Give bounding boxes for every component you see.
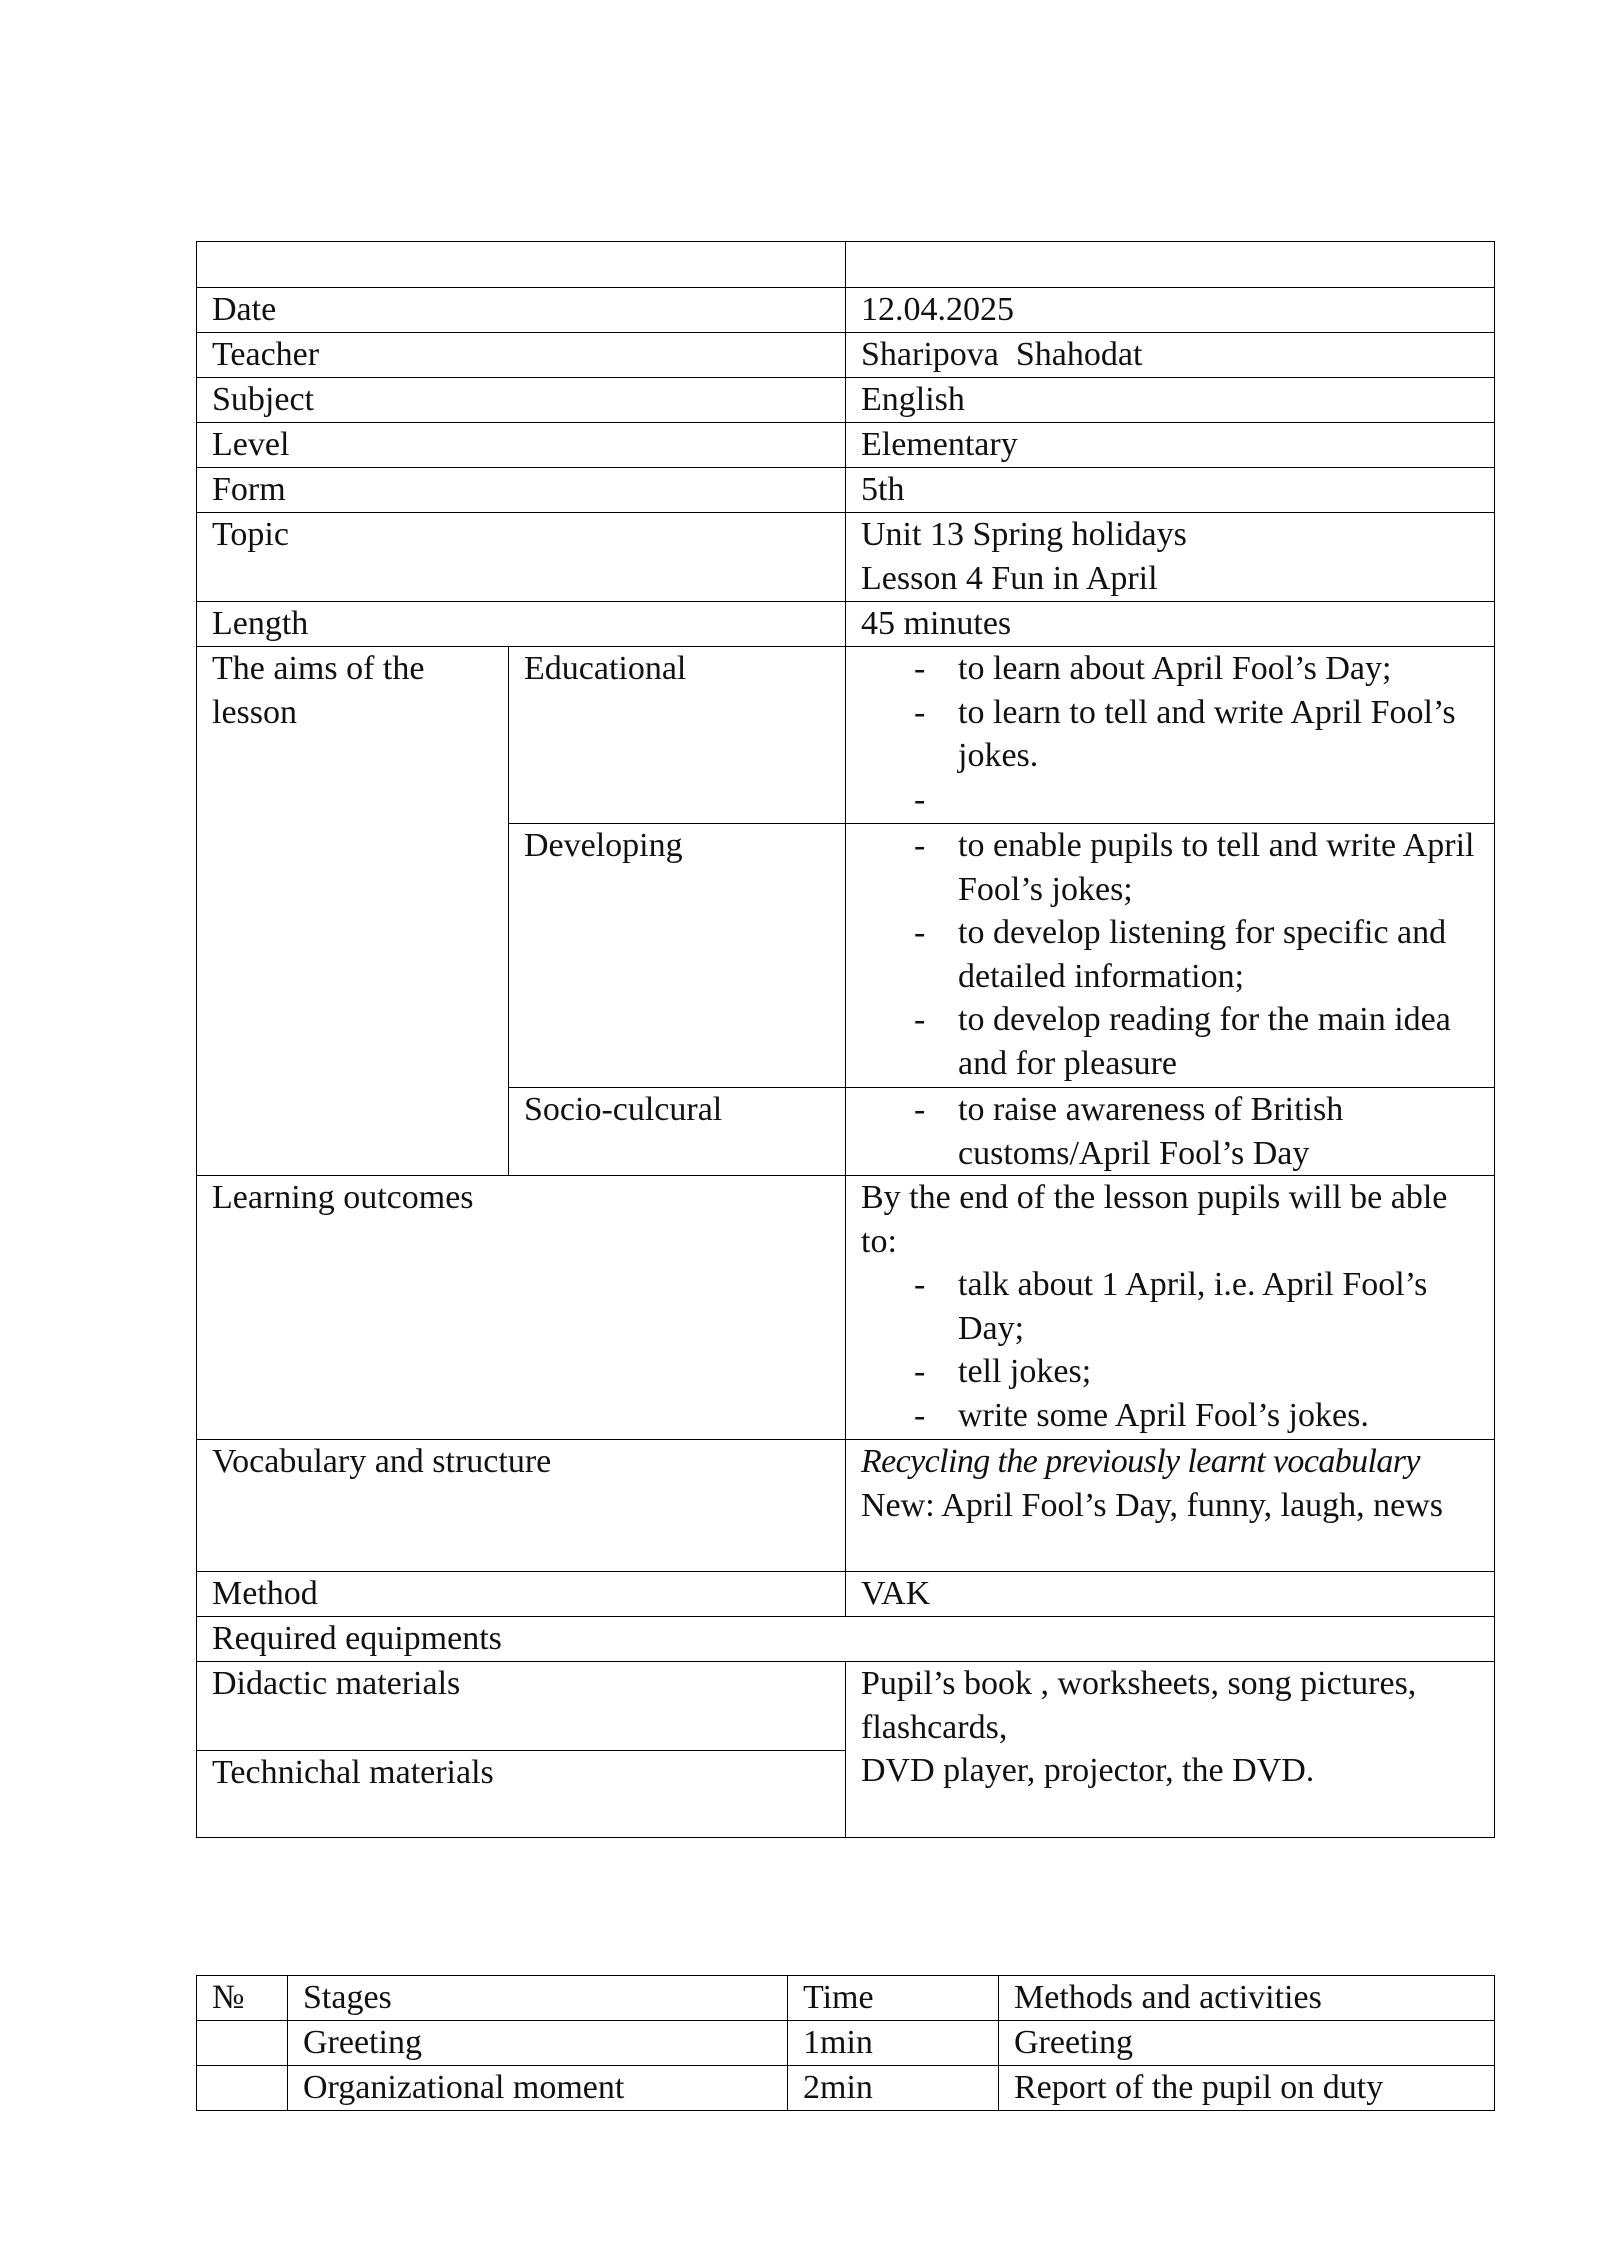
stage-activity: Greeting — [999, 2021, 1495, 2066]
method-row — [197, 1572, 1495, 1617]
vocabulary-label: Vocabulary and structure — [197, 1440, 846, 1572]
stage-number — [197, 2021, 288, 2066]
list-item: - to enable pupils to tell and write April Fool’s jokes; — [861, 824, 1479, 911]
level-label: Level — [197, 423, 846, 468]
equipment-heading-row — [197, 1617, 1495, 1662]
form-row — [197, 468, 1495, 513]
form-value: 5th — [846, 468, 1495, 513]
table-row — [197, 2021, 1495, 2066]
learning-outcomes-intro: By the end of the lesson pupils will be able to: — [861, 1179, 1448, 1260]
level-value: Elementary — [846, 423, 1495, 468]
technical-materials: DVD player, projector, the DVD. — [861, 1752, 1315, 1789]
stages-table — [196, 1975, 1495, 2111]
form-label: Form — [197, 468, 846, 513]
list-item: - write some April Fool’s jokes. — [861, 1394, 1479, 1438]
stage-time: 2min — [788, 2066, 999, 2111]
teacher-row — [197, 333, 1495, 378]
stage-number — [197, 2066, 288, 2111]
list-item: - to develop reading for the main idea and for pleasure — [861, 998, 1479, 1085]
learning-outcomes-list — [861, 1263, 1479, 1437]
learning-outcomes-row — [197, 1176, 1495, 1440]
method-value: VAK — [846, 1572, 1495, 1617]
list-item: - to learn about April Fool’s Day; — [861, 647, 1479, 691]
length-value: 45 minutes — [846, 602, 1495, 647]
length-label: Length — [197, 602, 846, 647]
subject-row — [197, 378, 1495, 423]
empty-list-item — [861, 778, 1479, 822]
developing-label: Developing — [509, 824, 846, 1088]
list-item: - to develop listening for specific and detailed information; — [861, 911, 1479, 998]
blank-cell — [846, 242, 1495, 288]
table-row — [197, 2066, 1495, 2111]
lesson-info-table — [196, 241, 1495, 1838]
learning-outcomes-value — [846, 1176, 1495, 1440]
learning-outcomes-label: Learning outcomes — [197, 1176, 846, 1440]
date-value: 12.04.2025 — [846, 288, 1495, 333]
length-row — [197, 602, 1495, 647]
date-label: Date — [197, 288, 846, 333]
method-label: Method — [197, 1572, 846, 1617]
subject-label: Subject — [197, 378, 846, 423]
vocabulary-recycling: Recycling the previously learnt vocabulary — [861, 1443, 1420, 1480]
aims-educational-row — [197, 647, 1495, 824]
didactic-row — [197, 1662, 1495, 1751]
list-item: - tell jokes; — [861, 1350, 1479, 1394]
list-item: - to learn to tell and write April Fool’s jokes. — [861, 691, 1479, 778]
teacher-label: Teacher — [197, 333, 846, 378]
developing-aims — [846, 824, 1495, 1088]
educational-aims — [846, 647, 1495, 824]
educational-aims-list — [861, 647, 1479, 821]
stage-activity: Report of the pupil on duty — [999, 2066, 1495, 2111]
blank-cell — [197, 242, 846, 288]
aims-label: The aims of the lesson — [197, 647, 509, 1176]
list-item: - to raise awareness of British customs/April Fool’s Day — [861, 1088, 1479, 1175]
educational-label: Educational — [509, 647, 846, 824]
column-header-stages: Stages — [288, 1976, 788, 2021]
column-header-time: Time — [788, 1976, 999, 2021]
stage-time: 1min — [788, 2021, 999, 2066]
level-row — [197, 423, 1495, 468]
socio-cultural-label: Socio-culcural — [509, 1088, 846, 1176]
socio-cultural-aims — [846, 1088, 1495, 1176]
materials-value — [846, 1662, 1495, 1838]
vocabulary-row — [197, 1440, 1495, 1572]
topic-unit: Unit 13 Spring holidays — [861, 516, 1187, 553]
didactic-label: Didactic materials — [197, 1662, 846, 1751]
blank-header-row — [197, 242, 1495, 288]
socio-cultural-aims-list — [861, 1088, 1479, 1175]
topic-lesson: Lesson 4 Fun in April — [861, 559, 1158, 597]
teacher-value: Sharipova Shahodat — [846, 333, 1495, 378]
date-row — [197, 288, 1495, 333]
subject-value: English — [846, 378, 1495, 423]
technical-label: Technichal materials — [197, 1751, 846, 1838]
vocabulary-value — [846, 1440, 1495, 1572]
stage-name: Organizational moment — [288, 2066, 788, 2111]
column-header-methods: Methods and activities — [999, 1976, 1495, 2021]
topic-label: Topic — [197, 513, 846, 602]
didactic-materials: Pupil’s book , worksheets, song pictures, flashcards, — [861, 1665, 1417, 1746]
stage-name: Greeting — [288, 2021, 788, 2066]
developing-aims-list — [861, 824, 1479, 1085]
topic-value — [846, 513, 1495, 602]
topic-row — [197, 513, 1495, 602]
stages-header-row — [197, 1976, 1495, 2021]
column-header-number: № — [197, 1976, 288, 2021]
vocabulary-new-words: New: April Fool’s Day, funny, laugh, news — [861, 1486, 1444, 1524]
equipment-heading: Required equipments — [197, 1617, 1495, 1662]
list-item: - talk about 1 April, i.e. April Fool’s Day; — [861, 1263, 1479, 1350]
